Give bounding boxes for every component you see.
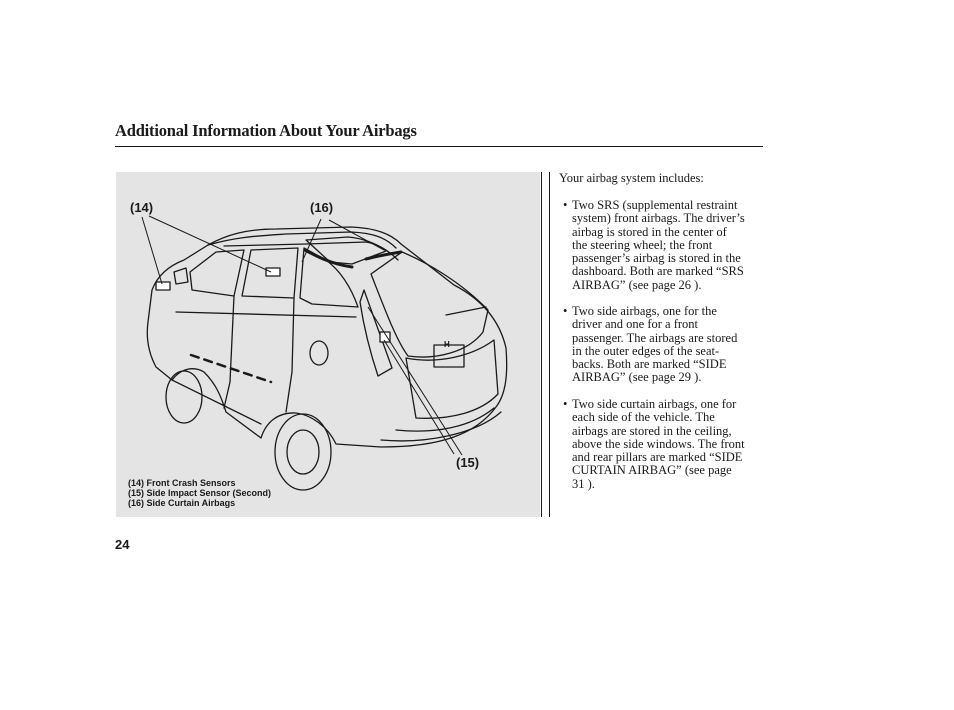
bullet-dot: •: [563, 304, 568, 318]
rear-wheel: [275, 414, 331, 490]
legend-item: (16) Side Curtain Airbags: [128, 498, 236, 508]
rear-side-window: [300, 248, 358, 307]
tailgate: [406, 340, 498, 418]
front-window: [190, 250, 244, 296]
callout-16: (16): [310, 200, 334, 215]
column-divider: [549, 172, 550, 517]
bullet-item: [563, 398, 768, 491]
vehicle-badge: H: [444, 340, 450, 349]
sunroof: [306, 237, 386, 264]
bullet-text: Two side airbags, one for the driver and one for a front passenger. The airbags are stored in the outer edges of the seat- backs. Both are marked “SIDE AIRBAG” (see page 29 ).: [572, 304, 738, 385]
front-crash-sensor: [156, 282, 170, 290]
bullet-dot: •: [563, 198, 568, 212]
callout-15: (15): [456, 455, 480, 470]
side-curtain-airbag-pod: [266, 268, 280, 276]
curtain-airbag-left: [305, 250, 352, 267]
bullet-item: [563, 305, 768, 385]
lower-sill: [172, 380, 261, 424]
bullet-text: Two SRS (supplemental restraint system) front airbags. The driver’s airbag is stored in the center of the steering wheel; the front passenger’s airbag is stored in the dashboard. Both are marked “SRS AIRBAG” (see page 26 ).: [572, 198, 745, 292]
side-mirror: [174, 268, 188, 284]
leader-15b: [368, 307, 462, 455]
rear-hub: [287, 430, 319, 474]
bullet-dot: •: [563, 397, 568, 411]
callout-14: (14): [130, 200, 154, 215]
fuel-door: [310, 341, 328, 365]
legend-item: (15) Side Impact Sensor (Second): [128, 488, 272, 498]
beltline: [176, 312, 356, 317]
leader-14b: [149, 216, 271, 272]
bullet-item: [563, 199, 768, 292]
leader-16b: [329, 220, 384, 250]
intro-text: Your airbag system includes:: [559, 171, 704, 185]
rear-spoiler: [446, 307, 486, 315]
title-divider: [115, 146, 763, 147]
bullet-text: Two side curtain airbags, one for each side of the vehicle. The airbags are stored in the ceiling, above the side windows. The front and rear pillars are marked “SIDE CURTAIN AIRBAG” (see page 31 ).: [572, 397, 745, 491]
figure-edge-rule: [541, 172, 542, 517]
leader-14a: [142, 217, 162, 284]
front-wheel: [166, 371, 202, 423]
page-title: Additional Information About Your Airbags: [115, 121, 417, 140]
page-number: 24: [115, 537, 130, 552]
legend-item: (14) Front Crash Sensors: [128, 478, 236, 488]
figure-legend: [128, 478, 271, 508]
